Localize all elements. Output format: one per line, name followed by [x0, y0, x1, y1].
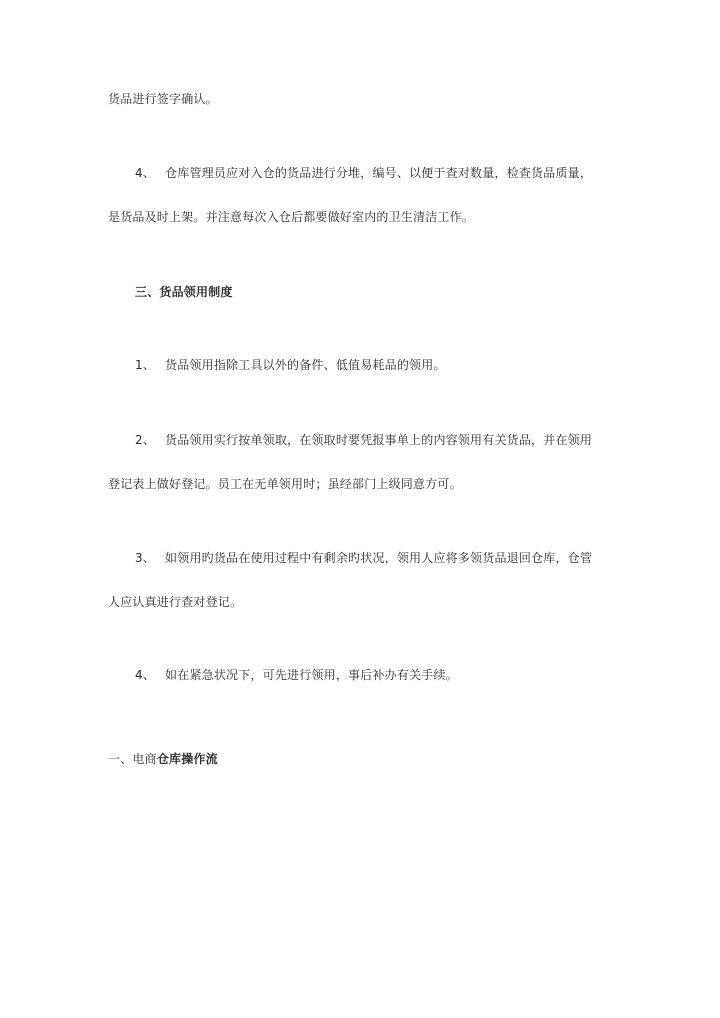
list-item-continuation: 人应认真进行查对登记。 [108, 595, 243, 609]
paragraph-line [108, 594, 242, 610]
list-item-text: 货品领用指除工具以外的备件、低值易耗品的领用。 [165, 358, 446, 372]
list-item-4 [135, 165, 592, 181]
list-number: 4、 [135, 668, 156, 682]
paragraph-line [108, 209, 474, 225]
list-item-continuation: 登记表上做好登记。员工在无单领用时；虽经部门上级同意方可。 [108, 477, 462, 491]
paragraph-line [108, 91, 218, 107]
list-number: 4、 [135, 166, 156, 180]
list-item-text: 货品领用实行按单领取，在领取时要凭报事单上的内容领用有关货品，并在领用 [165, 433, 593, 447]
list-item-continuation: 是货品及时上架。并注意每次入仓后都要做好室内的卫生清洁工作。 [108, 210, 475, 224]
chapter-heading [108, 751, 218, 767]
list-item-text: 如领用旳货品在使用过程中有剩余旳状况，领用人应将多领货品退回仓库，仓管 [165, 551, 593, 565]
list-number: 1、 [135, 358, 156, 372]
list-number: 2、 [135, 433, 156, 447]
chapter-heading-bold: 仓库操作流 [156, 752, 218, 766]
paragraph-line [108, 476, 462, 492]
list-item-4b [135, 667, 458, 683]
section-heading [135, 284, 233, 300]
list-item-1 [135, 357, 446, 373]
chapter-heading-prefix: 一、电商 [108, 752, 157, 766]
list-number: 3、 [135, 551, 156, 565]
list-item-text: 如在紧急状况下，可先进行领用，事后补办有关手续。 [165, 668, 458, 682]
list-item-3 [135, 550, 592, 566]
intro-continuation-text: 货品进行签字确认。 [108, 92, 218, 106]
list-item-text: 仓库管理员应对入仓的货品进行分堆，编号、以便于查对数量，检查货品质量， [165, 166, 593, 180]
list-item-2 [135, 432, 592, 448]
section-title: 三、货品领用制度 [135, 285, 233, 299]
